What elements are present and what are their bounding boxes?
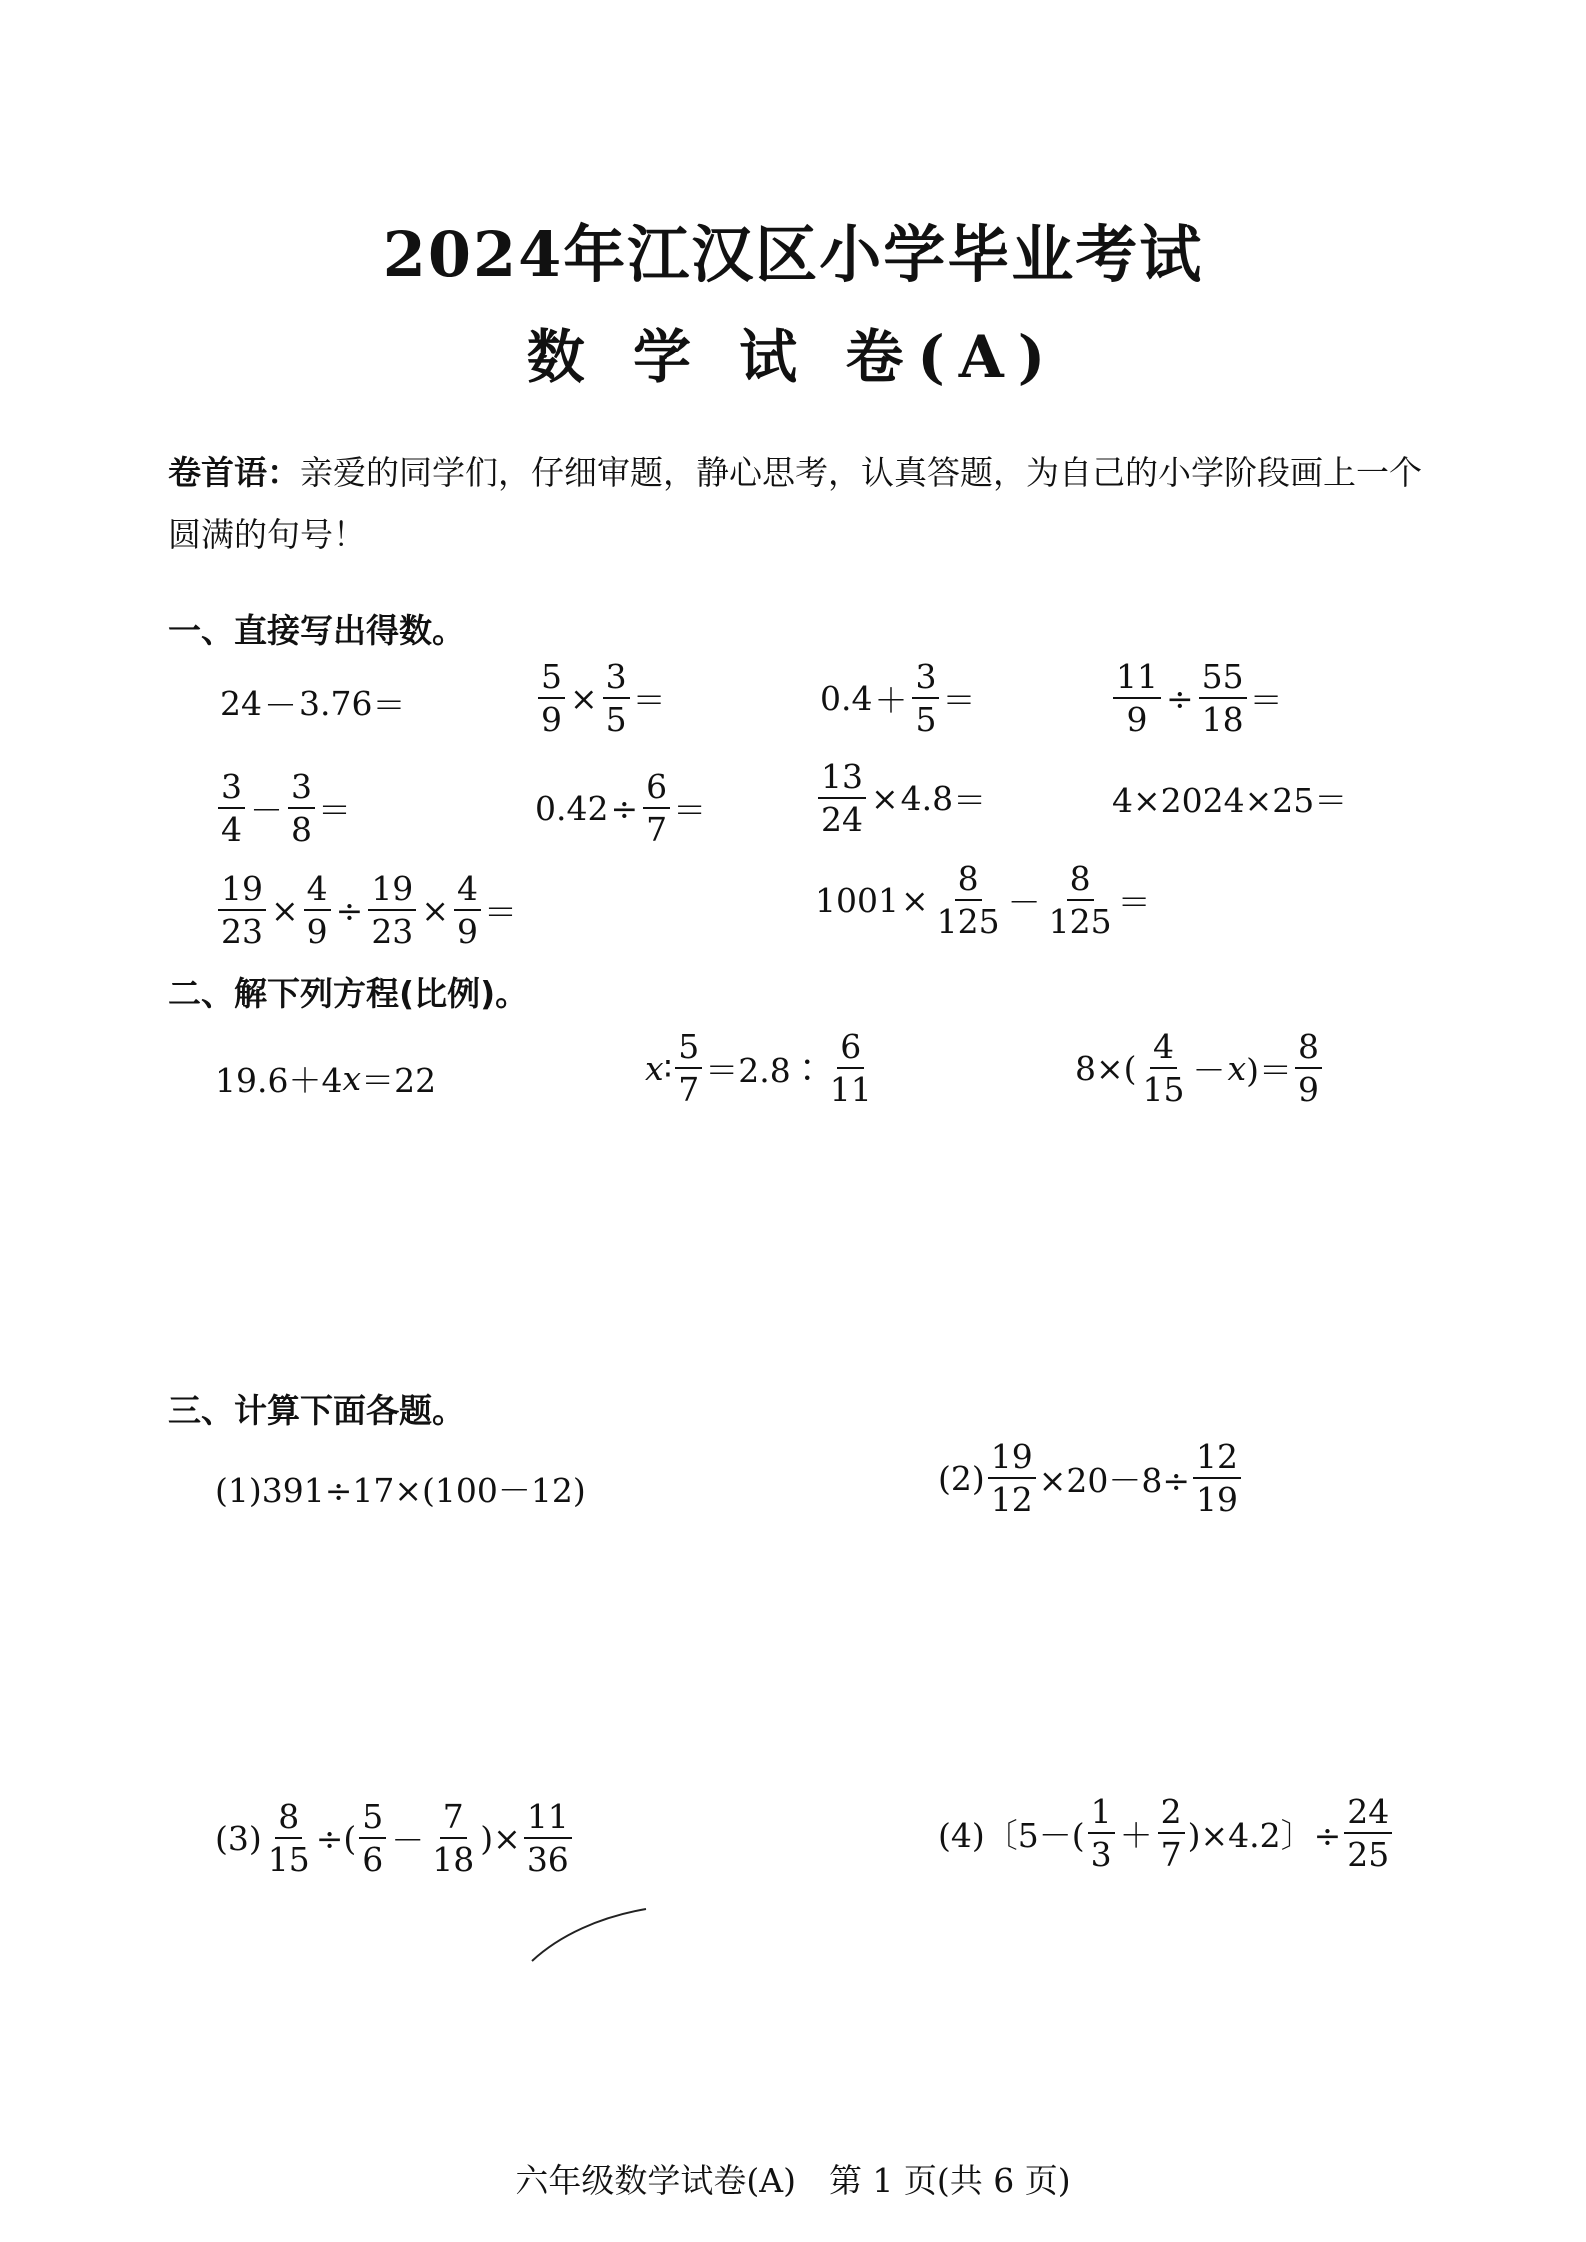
fraction: [304, 869, 331, 951]
math-text: )＝: [1246, 1050, 1293, 1090]
fraction: [643, 767, 670, 849]
denominator: 9: [541, 700, 562, 739]
numerator: 4: [304, 872, 331, 911]
numerator: 8: [1295, 1030, 1322, 1069]
math-text: ＝: [673, 790, 707, 830]
numerator: 11: [524, 1800, 572, 1839]
fraction: [1113, 657, 1161, 739]
operator: ×: [871, 778, 899, 818]
question-3-4: [938, 1792, 1395, 1874]
math-text: ＝: [942, 680, 976, 720]
numerator: 6: [643, 770, 670, 809]
math-text: 1001: [815, 880, 899, 920]
question-3-1: [215, 1465, 586, 1512]
fraction: [603, 657, 630, 739]
numerator: 19: [988, 1440, 1036, 1479]
math-text: 3.76: [299, 684, 373, 723]
math-text: ＝: [372, 686, 406, 725]
variable: x: [645, 1048, 664, 1088]
operator: －: [391, 1820, 425, 1860]
numerator: 4: [454, 872, 481, 911]
math-text: ∶: [663, 1048, 673, 1088]
denominator: 23: [221, 912, 263, 951]
math-text: (2): [938, 1458, 985, 1498]
question-3-3: [215, 1797, 575, 1879]
fraction: [988, 1437, 1036, 1519]
math-text: ÷(: [315, 1818, 357, 1858]
numerator: 3: [603, 660, 630, 699]
denominator: 9: [1126, 700, 1148, 739]
math-text: ＝: [632, 680, 666, 720]
numerator: 3: [912, 660, 939, 699]
equation-1: [215, 1055, 436, 1102]
fraction: [1158, 1792, 1185, 1874]
fraction: [1295, 1027, 1322, 1109]
preface: [168, 442, 1438, 566]
denominator: 7: [1160, 1835, 1182, 1874]
denominator: 15: [1142, 1070, 1185, 1109]
numerator: 12: [1193, 1440, 1241, 1479]
fraction: [429, 1797, 477, 1879]
section2-heading: 二、解下列方程(比例)。: [168, 974, 529, 1013]
numerator: 1: [1088, 1795, 1115, 1834]
problem-1-2: [535, 657, 666, 739]
section1-heading: 一、直接写出得数。: [168, 611, 465, 650]
fraction: [524, 1797, 572, 1879]
denominator: 18: [1201, 700, 1244, 739]
exam-subtitle: 数 学 试 卷(A): [526, 323, 1060, 391]
fraction: [827, 1027, 875, 1109]
numerator: 6: [837, 1030, 864, 1069]
math-text: ＝: [953, 780, 987, 820]
numerator: 4: [1150, 1030, 1177, 1069]
denominator: 8: [291, 810, 312, 849]
fraction: [912, 657, 939, 739]
fraction: [934, 859, 1003, 941]
denominator: 125: [936, 902, 1000, 941]
numerator: 8: [1067, 862, 1094, 901]
denominator: 9: [1298, 1070, 1320, 1109]
math-text: 4.8: [900, 778, 954, 818]
operator: ×: [570, 678, 598, 718]
operator: ÷: [610, 788, 639, 828]
numerator: 55: [1199, 660, 1247, 699]
equation-3: [1075, 1027, 1325, 1109]
denominator: 19: [1196, 1480, 1239, 1519]
numerator: 13: [818, 760, 866, 799]
numerator: 5: [538, 660, 565, 699]
math-text: ＝: [483, 892, 517, 932]
section3-heading: 三、计算下面各题。: [168, 1391, 465, 1430]
equation-2: [645, 1027, 878, 1109]
math-text: 4×2024×25＝: [1112, 781, 1348, 820]
problem-1-6: [535, 767, 707, 849]
page-footer: 六年级数学试卷(A) 第 1 页(共 6 页): [515, 2161, 1071, 2200]
numerator: 5: [359, 1800, 386, 1839]
operator: ×: [421, 890, 449, 930]
denominator: 4: [221, 810, 242, 849]
denominator: 15: [267, 1840, 310, 1879]
operator: ＋: [874, 680, 908, 720]
math-text: 0.42: [535, 788, 609, 828]
fraction: [1140, 1027, 1188, 1109]
preface-lead: 卷首语：: [168, 453, 300, 492]
fraction: [1193, 1437, 1241, 1519]
operator: ÷: [335, 890, 364, 930]
denominator: 36: [526, 1840, 569, 1879]
operator: ×: [271, 890, 299, 930]
fraction: [359, 1797, 386, 1879]
fraction: [288, 767, 315, 849]
denominator: 9: [456, 912, 478, 951]
math-text: 8×(: [1075, 1048, 1137, 1088]
math-text: 24: [220, 684, 262, 723]
denominator: 5: [605, 700, 627, 739]
problem-1-10: [815, 859, 1151, 941]
denominator: 7: [646, 810, 668, 849]
math-text: 19.6＋4: [215, 1061, 343, 1100]
numerator: 8: [275, 1800, 302, 1839]
question-3-2: [938, 1437, 1244, 1519]
numerator: 3: [218, 770, 245, 809]
problem-1-3: [820, 657, 976, 739]
math-text: ×20－8÷: [1038, 1460, 1191, 1500]
fraction: [454, 869, 481, 951]
denominator: 18: [432, 1840, 475, 1879]
operator: ÷: [1166, 678, 1194, 718]
fraction: [1088, 1792, 1115, 1874]
math-text: ＝: [1117, 882, 1151, 922]
fraction: [1199, 657, 1247, 739]
fraction: [218, 869, 266, 951]
fraction: [368, 869, 416, 951]
numerator: 3: [288, 770, 315, 809]
problem-1-7: [815, 757, 987, 839]
problem-1-5: [215, 767, 351, 849]
denominator: 3: [1090, 1835, 1112, 1874]
math-text: ＝2.8∶: [705, 1050, 824, 1090]
problem-1-1: [220, 680, 405, 727]
denominator: 23: [371, 912, 414, 951]
fraction: [1046, 859, 1115, 941]
math-text: ＝: [318, 790, 351, 830]
numerator: 11: [1113, 660, 1161, 699]
math-text: (4)〔5－(: [938, 1815, 1085, 1855]
denominator: 11: [829, 1070, 872, 1109]
preface-text: 亲爱的同学们，仔细审题，静心思考，认真答题，为自己的小学阶段画上一个圆满的句号！: [168, 453, 1422, 554]
math-text: (1)391÷17×(100－12): [215, 1471, 586, 1510]
numerator: 19: [368, 872, 416, 911]
fraction: [675, 1027, 702, 1109]
denominator: 5: [915, 700, 937, 739]
numerator: 2: [1158, 1795, 1185, 1834]
operator: ×: [900, 880, 929, 920]
operator: ＋: [1119, 1815, 1153, 1855]
math-text: )×: [480, 1818, 521, 1858]
numerator: 8: [955, 862, 982, 901]
denominator: 125: [1048, 902, 1112, 941]
fraction: [818, 757, 866, 839]
fraction: [538, 657, 565, 739]
math-text: (3): [215, 1818, 262, 1858]
variable: x: [342, 1059, 362, 1098]
operator: －: [1007, 882, 1041, 922]
numerator: 24: [1344, 1795, 1392, 1834]
denominator: 9: [306, 912, 328, 951]
denominator: 6: [362, 1840, 384, 1879]
denominator: 7: [678, 1070, 700, 1109]
math-text: ＝22: [361, 1061, 437, 1100]
fraction: [265, 1797, 313, 1879]
denominator: 12: [990, 1480, 1033, 1519]
numerator: 5: [675, 1030, 702, 1069]
operator: －: [1192, 1050, 1226, 1090]
math-text: )×4.2〕÷: [1187, 1815, 1342, 1855]
operator: －: [250, 790, 283, 830]
exam-title: 2024年江汉区小学毕业考试: [382, 218, 1204, 291]
denominator: 25: [1347, 1835, 1390, 1874]
numerator: 7: [440, 1800, 467, 1839]
denominator: 24: [821, 800, 863, 839]
problem-1-8: [1112, 775, 1347, 822]
fraction: [1344, 1792, 1392, 1874]
problem-1-9: [215, 869, 517, 951]
pen-stroke-mark: [530, 1905, 650, 1965]
math-text: 0.4: [820, 678, 873, 718]
variable: x: [1227, 1048, 1247, 1088]
fraction: [218, 767, 245, 849]
operator: －: [264, 686, 297, 725]
math-text: ＝: [1249, 680, 1283, 720]
problem-1-4: [1110, 657, 1283, 739]
numerator: 19: [218, 872, 266, 911]
